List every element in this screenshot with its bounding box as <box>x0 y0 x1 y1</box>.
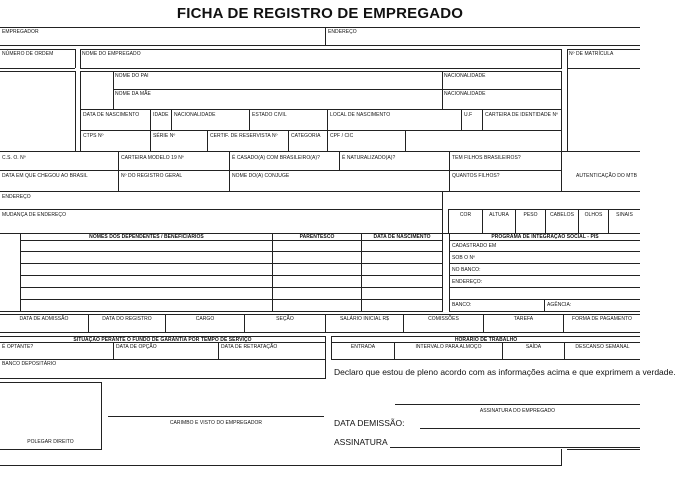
dependents-header: NOMES DOS DEPENDENTES / BENEFICIÁRIOS <box>89 234 204 240</box>
reservist-cert-label: CERTIF. DE RESERVISTA Nº <box>210 133 278 139</box>
rule <box>75 49 76 68</box>
rule <box>442 71 443 109</box>
rule <box>339 151 340 170</box>
signature-rule <box>395 404 640 405</box>
marital-status-label: ESTADO CIVIL <box>252 112 287 118</box>
employer-label: EMPREGADOR <box>2 29 39 35</box>
rule <box>20 263 443 264</box>
rule <box>0 382 102 383</box>
mother-nationality-label: NACIONALIDADE <box>444 91 486 97</box>
bank-label: BANCO: <box>452 302 472 308</box>
rule <box>449 275 640 276</box>
state-label: U.F <box>464 112 473 118</box>
rule <box>567 49 640 50</box>
entry-label: ENTRADA <box>350 344 376 350</box>
rule <box>327 130 328 151</box>
rule <box>101 382 102 449</box>
rule <box>561 449 562 465</box>
rule <box>80 109 562 110</box>
commissions-label: COMISSÕES <box>428 316 459 322</box>
rule <box>449 151 450 191</box>
address-field-label: ENDEREÇO <box>2 194 31 200</box>
rule <box>0 71 75 72</box>
right-thumb-label: POLEGAR DIREITO <box>27 439 74 445</box>
work-hours-header: HORÁRIO DE TRABALHO <box>454 337 518 343</box>
rule <box>327 109 328 130</box>
at-bank-label: NO BANCO: <box>452 267 481 273</box>
kinship-header: PARENTESCO <box>299 234 335 240</box>
position-label: CARGO <box>195 316 215 322</box>
naturalized-label: É NATURALIZADO(A)? <box>342 155 396 161</box>
birthplace-label: LOCAL DE NASCIMENTO <box>330 112 391 118</box>
rule <box>0 191 640 192</box>
order-number-label: NÚMERO DE ORDEM <box>2 51 54 57</box>
rule <box>449 251 640 252</box>
mtb-authentication-label: AUTENTICAÇÃO DO MTB <box>576 173 637 179</box>
rule <box>75 71 76 151</box>
arrival-date-label: DATA EM QUE CHEGOU AO BRASIL <box>2 173 88 179</box>
rule <box>449 287 640 288</box>
general-registry-label: Nº DO REGISTRO GERAL <box>121 173 183 179</box>
marks-label: SINAIS <box>616 212 633 218</box>
employee-name-label: NOME DO EMPREGADO <box>82 51 141 57</box>
option-date-label: DATA DE OPÇÃO <box>116 344 157 350</box>
signature-rule <box>108 416 324 417</box>
declaration-text: Declaro que estou de pleno acordo com as informações acima e que exprimem a verdade. <box>334 367 676 377</box>
married-brazilian-label: É CASADO(A) COM BRASILEIRO(A)? <box>232 155 320 161</box>
section-label: SEÇÃO <box>276 316 294 322</box>
address-change-label: MUDANÇA DE ENDEREÇO <box>2 212 67 218</box>
dependent-birth-header: DATA DE NASCIMENTO <box>373 234 431 240</box>
cpf-label: CPF / CIC <box>330 133 354 139</box>
rule <box>325 27 326 45</box>
spouse-name-label: NOME DO(A) CONJUGE <box>232 173 290 179</box>
fgts-header: SITUAÇÃO PERANTE O FUNDO DE GARANTIA POR TEMPO DE SERVIÇO <box>73 337 252 343</box>
rule <box>0 45 640 46</box>
nationality-label: NACIONALIDADE <box>174 112 216 118</box>
rule <box>207 130 208 151</box>
rule <box>229 151 230 191</box>
initial-salary-label: SALÁRIO INICIAL R$ <box>339 316 390 322</box>
category-label: CATEGORIA <box>291 133 321 139</box>
rule <box>80 71 562 72</box>
rule <box>249 109 250 130</box>
rule <box>113 71 114 109</box>
rule <box>288 130 289 151</box>
rule <box>561 71 562 109</box>
address-label: ENDEREÇO <box>328 29 357 35</box>
rule <box>118 151 119 191</box>
rule <box>171 109 172 130</box>
rule <box>20 251 443 252</box>
rule <box>567 68 640 69</box>
rule <box>20 299 443 300</box>
children-count-label: QUANTOS FILHOS? <box>452 173 500 179</box>
exit-label: SAÍDA <box>525 344 542 350</box>
rule <box>442 191 443 233</box>
rule <box>113 89 562 90</box>
rule <box>448 209 640 210</box>
age-label: IDADE <box>153 112 169 118</box>
rule <box>0 151 640 152</box>
rule <box>449 263 640 264</box>
employee-signature-label: ASSINATURA DO EMPREGADO <box>479 408 556 414</box>
bank-address-label: ENDEREÇO: <box>452 279 483 285</box>
rule <box>405 130 406 151</box>
rule <box>0 170 562 171</box>
weight-label: PESO <box>523 212 538 218</box>
opted-label: É OPTANTE? <box>2 344 34 350</box>
rule <box>0 68 75 69</box>
card-model-label: CARTEIRA MODELO 19 Nº <box>121 155 184 161</box>
signature-label: ASSINATURA <box>334 437 388 447</box>
rule <box>567 49 568 151</box>
rule <box>0 27 640 28</box>
rule <box>80 49 81 68</box>
rule <box>20 240 443 241</box>
termination-date-label: DATA DEMISSÃO: <box>334 418 405 428</box>
rule <box>325 336 326 359</box>
rule <box>150 130 151 151</box>
pis-header: PROGRAMA DE INTEGRAÇÃO SOCIAL - PIS <box>491 234 599 240</box>
rule <box>567 449 640 450</box>
rule <box>544 299 545 311</box>
rule <box>0 332 640 333</box>
rule <box>0 314 640 315</box>
height-label: ALTURA <box>489 212 509 218</box>
rule <box>150 109 151 130</box>
birth-date-label: DATA DE NASCIMENTO <box>83 112 140 118</box>
rule <box>20 287 443 288</box>
payment-method-label: FORMA DE PAGAMENTO <box>572 316 632 322</box>
rule <box>461 109 462 130</box>
under-number-label: SOB O Nº <box>452 255 476 261</box>
ctps-label: CTPS Nº <box>83 133 104 139</box>
employer-stamp-label: CARIMBO E VISTO DO EMPREGADOR <box>169 420 263 426</box>
rule <box>20 275 443 276</box>
rule <box>0 449 102 450</box>
rule <box>561 151 562 191</box>
rule <box>331 359 640 360</box>
brazilian-children-label: TEM FILHOS BRASILEIROS? <box>452 155 521 161</box>
registration-date-label: DATA DO REGISTRO <box>102 316 152 322</box>
retraction-date-label: DATA DE RETRATAÇÃO <box>221 344 278 350</box>
rule <box>325 359 326 378</box>
eyes-label: OLHOS <box>584 212 603 218</box>
branch-label: AGÊNCIA: <box>547 302 572 308</box>
rule <box>449 311 640 312</box>
form-title: FICHA DE REGISTRO DE EMPREGADO <box>176 5 464 22</box>
identity-card-label: CARTEIRA DE IDENTIDADE Nº <box>485 112 558 118</box>
task-label: TAREFA <box>513 316 534 322</box>
rule <box>561 49 562 68</box>
rule <box>218 342 219 359</box>
rule <box>0 209 443 210</box>
rule <box>80 130 562 131</box>
rule <box>420 428 640 429</box>
rule <box>113 342 114 359</box>
rule <box>449 240 640 241</box>
admission-date-label: DATA DE ADMISSÃO <box>19 316 69 322</box>
weekly-rest-label: DESCANSO SEMANAL <box>575 344 630 350</box>
mother-name-label: NOME DA MÃE <box>115 91 151 97</box>
depository-bank-label: BANCO DEPOSITÁRIO <box>2 361 57 367</box>
cso-label: C.S. O. Nº <box>2 155 26 161</box>
rule <box>482 109 483 130</box>
rule <box>390 447 640 448</box>
rule <box>80 71 81 109</box>
color-label: COR <box>459 212 472 218</box>
rule <box>0 359 325 360</box>
registered-in-label: CADASTRADO EM <box>452 243 497 249</box>
rule <box>80 49 562 50</box>
series-label: SÉRIE Nº <box>153 133 176 139</box>
father-name-label: NOME DO PAI <box>115 73 149 79</box>
hair-label: CABELOS <box>550 212 574 218</box>
rule <box>80 68 562 69</box>
lunch-break-label: INTERVALO PARA ALMOÇO <box>415 344 482 350</box>
registration-number-label: Nº DE MATRÍCULA <box>569 51 614 57</box>
rule <box>0 49 75 50</box>
father-nationality-label: NACIONALIDADE <box>444 73 486 79</box>
rule <box>0 311 443 312</box>
rule <box>0 465 562 466</box>
rule <box>0 378 326 379</box>
